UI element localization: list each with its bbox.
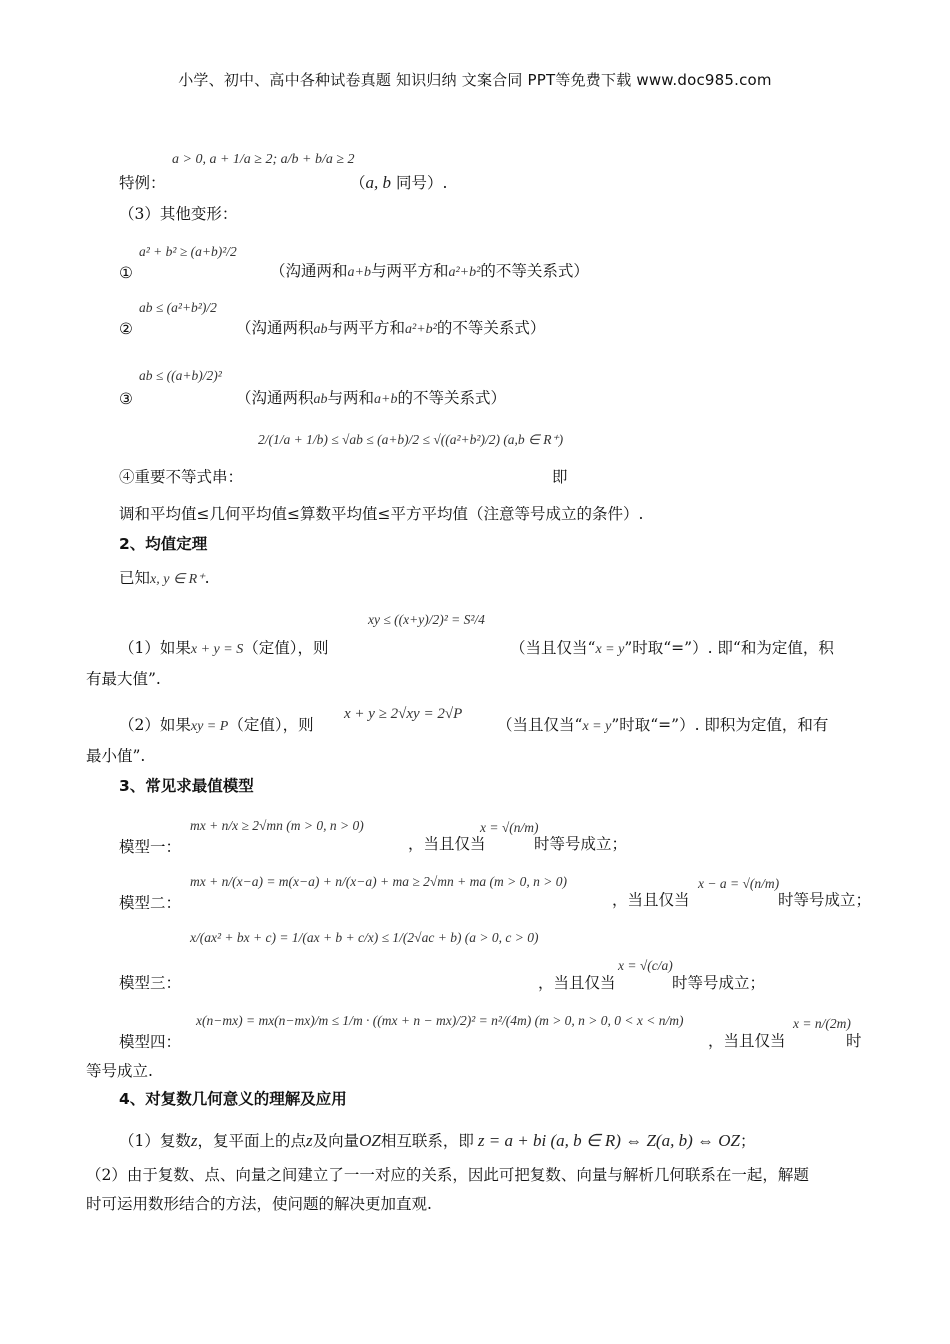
section-2-given: 已知x, y ∈ R⁺.	[119, 569, 210, 587]
model-4-wrap: 等号成立.	[86, 1062, 153, 1080]
model-2-label: 模型二：	[119, 894, 182, 912]
section-3-title: 3、常见求最值模型	[119, 777, 254, 795]
item-2-number: ②	[119, 320, 133, 338]
page-header: 小学、初中、高中各种试卷真题 知识归纳 文案合同 PPT等免费下载 www.doc985.com	[178, 71, 772, 89]
model-2-mid: ，当且仅当	[612, 891, 690, 909]
theorem-2-wrap: 最小值”.	[86, 747, 146, 765]
other-forms-title: （3）其他变形：	[119, 205, 238, 223]
theorem-2-formula: x + y ≥ 2√xy = 2√P	[344, 706, 463, 722]
item-2-formula: ab ≤ (a²+b²)/2	[139, 300, 217, 315]
model-2-condition: x − a = √(n/m)	[698, 876, 780, 891]
theorem-1-formula: xy ≤ ((x+y)/2)² = S²/4	[368, 612, 485, 627]
model-3-mid: ，当且仅当	[538, 974, 616, 992]
complex-para-2-line-1: （2）由于复数、点、向量之间建立了一一对应的关系，因此可把复数、向量与解析几何联系在一起，解题	[86, 1166, 809, 1184]
model-3-condition: x = √(c/a)	[618, 958, 673, 973]
section-2-title: 2、均值定理	[119, 535, 208, 553]
mean-chain-text: 调和平均值≤几何平均值≤算数平均值≤平方平均值（注意等号成立的条件）.	[119, 505, 644, 523]
model-2-formula: mx + n/(x−a) = m(x−a) + n/(x−a) + ma ≥ 2√mn + ma (m > 0, n > 0)	[190, 874, 567, 889]
model-4-formula: x(n−mx) = mx(n−mx)/m ≤ 1/m · ((mx + n − mx)/2)² = n²/(4m) (m > 0, n > 0, 0 < x < n/m)	[196, 1013, 684, 1028]
item-1-desc: （沟通两和a+b与两平方和a²+b²的不等关系式）	[270, 262, 589, 280]
item-1-formula: a² + b² ≥ (a+b)²/2	[139, 244, 237, 259]
model-4-mid: ，当且仅当	[708, 1032, 786, 1050]
item-3-formula: ab ≤ ((a+b)/2)²	[139, 368, 222, 383]
theorem-1-line: （1）如果x + y = S（定值），则	[119, 639, 329, 657]
model-4-post: 时	[846, 1032, 862, 1050]
special-case-vars: a, b	[365, 173, 392, 192]
item-4-tail: 即	[552, 468, 568, 486]
special-case-formula: a > 0, a + 1/a ≥ 2; a/b + b/a ≥ 2	[172, 152, 355, 167]
special-case-label: 特例：	[119, 174, 166, 192]
theorem-2-line: （2）如果xy = P（定值），则	[119, 716, 314, 734]
item-4-label: ④重要不等式串：	[119, 468, 244, 486]
model-1-mid: ，当且仅当	[408, 835, 486, 853]
model-1-post: 时等号成立；	[534, 835, 628, 853]
item-2-desc: （沟通两积ab与两平方和a²+b²的不等关系式）	[236, 319, 546, 337]
complex-para-2-line-2: 时可运用数形结合的方法，使问题的解决更加直观.	[86, 1195, 432, 1213]
model-4-label: 模型四：	[119, 1033, 182, 1051]
special-case-suffix: （a, b 同号）.	[350, 173, 448, 192]
model-4-condition: x = n/(2m)	[793, 1016, 851, 1031]
model-3-label: 模型三：	[119, 974, 182, 992]
complex-correspondence-formula: z = a + bi (a, b ∈ R) ⇔ Z(a, b) ⇔ OZ	[477, 1131, 740, 1150]
model-1-label: 模型一：	[119, 838, 182, 856]
model-2-post: 时等号成立；	[778, 891, 872, 909]
inequality-chain-formula: 2/(1/a + 1/b) ≤ √ab ≤ (a+b)/2 ≤ √((a²+b²)/2) (a,b ∈ R⁺)	[258, 432, 564, 447]
theorem-2-condition: （当且仅当“x = y”时取“=”）. 即积为定值，和有	[497, 716, 829, 734]
model-3-post: 时等号成立；	[672, 974, 766, 992]
model-3-formula: x/(ax² + bx + c) = 1/(ax + b + c/x) ≤ 1/(2√ac + b) (a > 0, c > 0)	[190, 930, 539, 945]
complex-para-1: （1）复数z，复平面上的点z及向量OZ相互联系，即 z = a + bi (a, b ∈ R) ⇔ Z(a, b) ⇔ OZ；	[119, 1131, 756, 1150]
item-3-desc: （沟通两积ab与两和a+b的不等关系式）	[236, 389, 506, 407]
model-1-condition: x = √(n/m)	[480, 820, 539, 835]
theorem-1-wrap: 有最大值”.	[86, 670, 161, 688]
theorem-1-condition: （当且仅当“x = y”时取“=”）. 即“和为定值，积	[510, 639, 834, 657]
section-4-title: 4、对复数几何意义的理解及应用	[119, 1090, 347, 1108]
model-1-formula: mx + n/x ≥ 2√mn (m > 0, n > 0)	[190, 818, 364, 833]
special-case-line	[119, 172, 166, 194]
item-1-number: ①	[119, 264, 133, 282]
item-3-number: ③	[119, 390, 133, 408]
